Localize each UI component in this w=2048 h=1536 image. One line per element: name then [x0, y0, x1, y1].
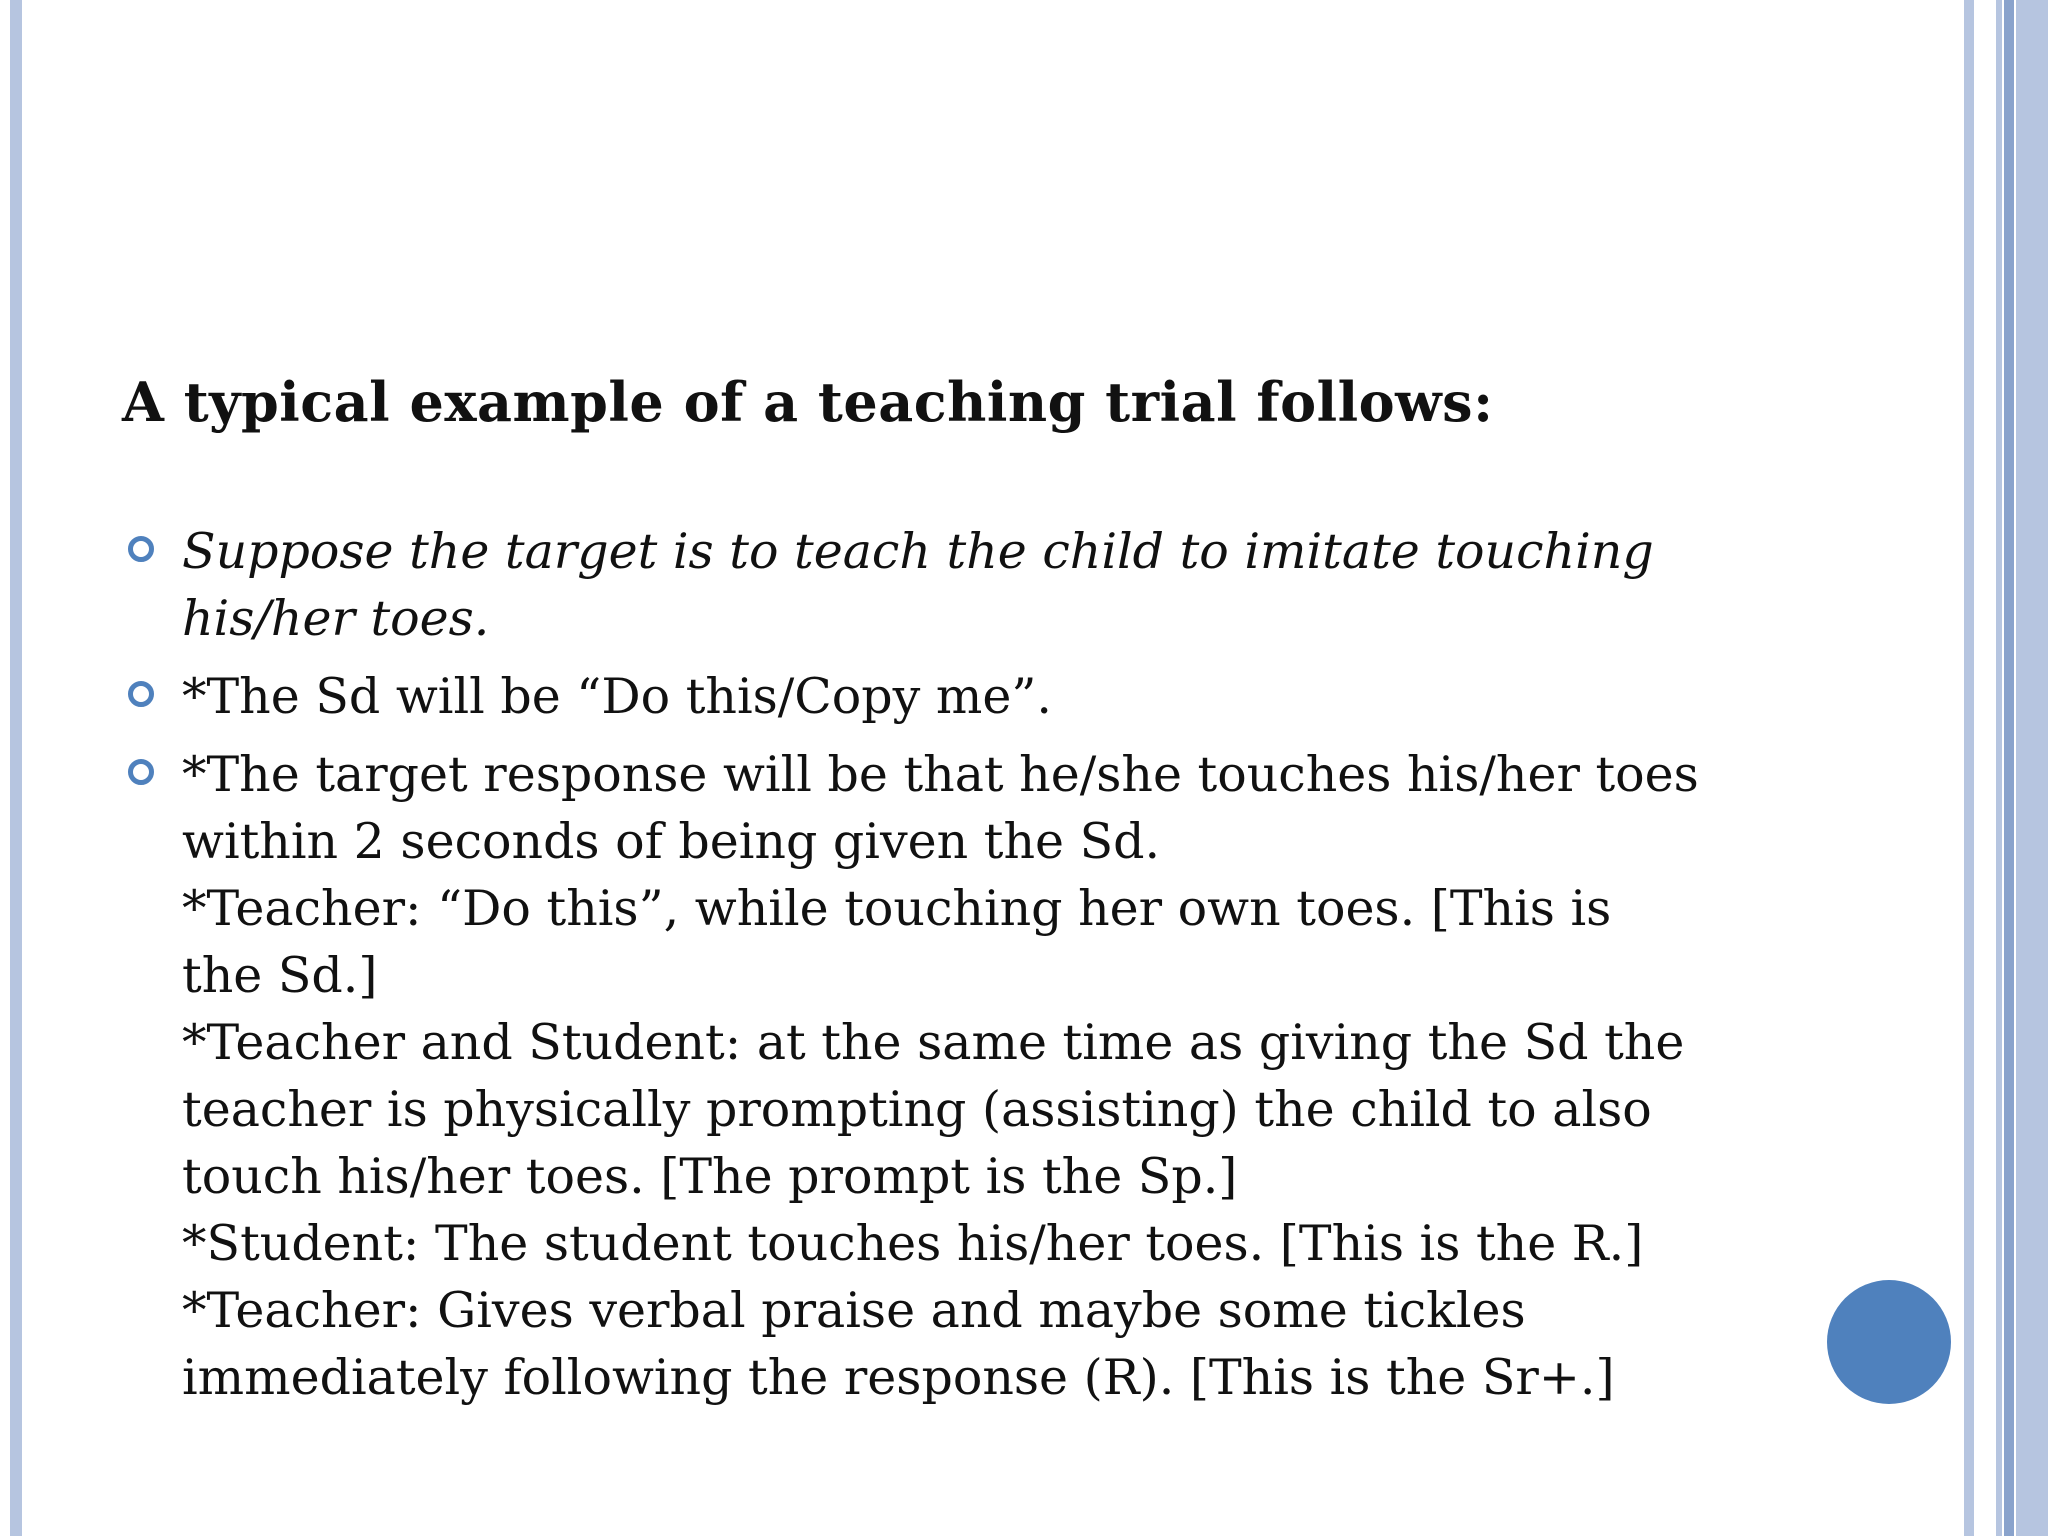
ring-bullet-icon	[128, 759, 154, 785]
ring-bullet-icon	[128, 681, 154, 707]
slide-title: A typical example of a teaching trial follows:	[122, 370, 1494, 434]
bullet-text: *The target response will be that he/she touches his/her toes within 2 seconds of being given the Sd. *Teacher: “Do this”, while touching her own toes. [This is the Sd.] *Teacher and Student: at the same time as giving the Sd the teacher is physically prompting (assisting) the child to also touch his/her toes. [The prompt is the Sp.] *Student: The student touches his/her toes. [This is the R.] *Teacher: Gives verbal praise and maybe some tickles immediately following the response (R). [This is the Sr+.]	[182, 746, 1699, 1406]
bullet-item	[128, 663, 1788, 730]
bullet-list	[128, 518, 1788, 1422]
bullet-text: Suppose the target is to teach the child to imitate touching his/her toes.	[182, 523, 1654, 647]
stripe	[2004, 0, 2014, 1536]
bullet-text: *The Sd will be “Do this/Copy me”.	[182, 668, 1052, 725]
ring-bullet-icon	[128, 536, 154, 562]
decorative-circle	[1827, 1280, 1951, 1404]
stripe	[1974, 0, 1996, 1536]
slide-right-stripes	[1958, 0, 2048, 1536]
bullet-item	[128, 518, 1788, 652]
bullet-item	[128, 741, 1788, 1411]
slide-left-border	[10, 0, 22, 1536]
stripe	[2016, 0, 2048, 1536]
stripe	[1964, 0, 1974, 1536]
